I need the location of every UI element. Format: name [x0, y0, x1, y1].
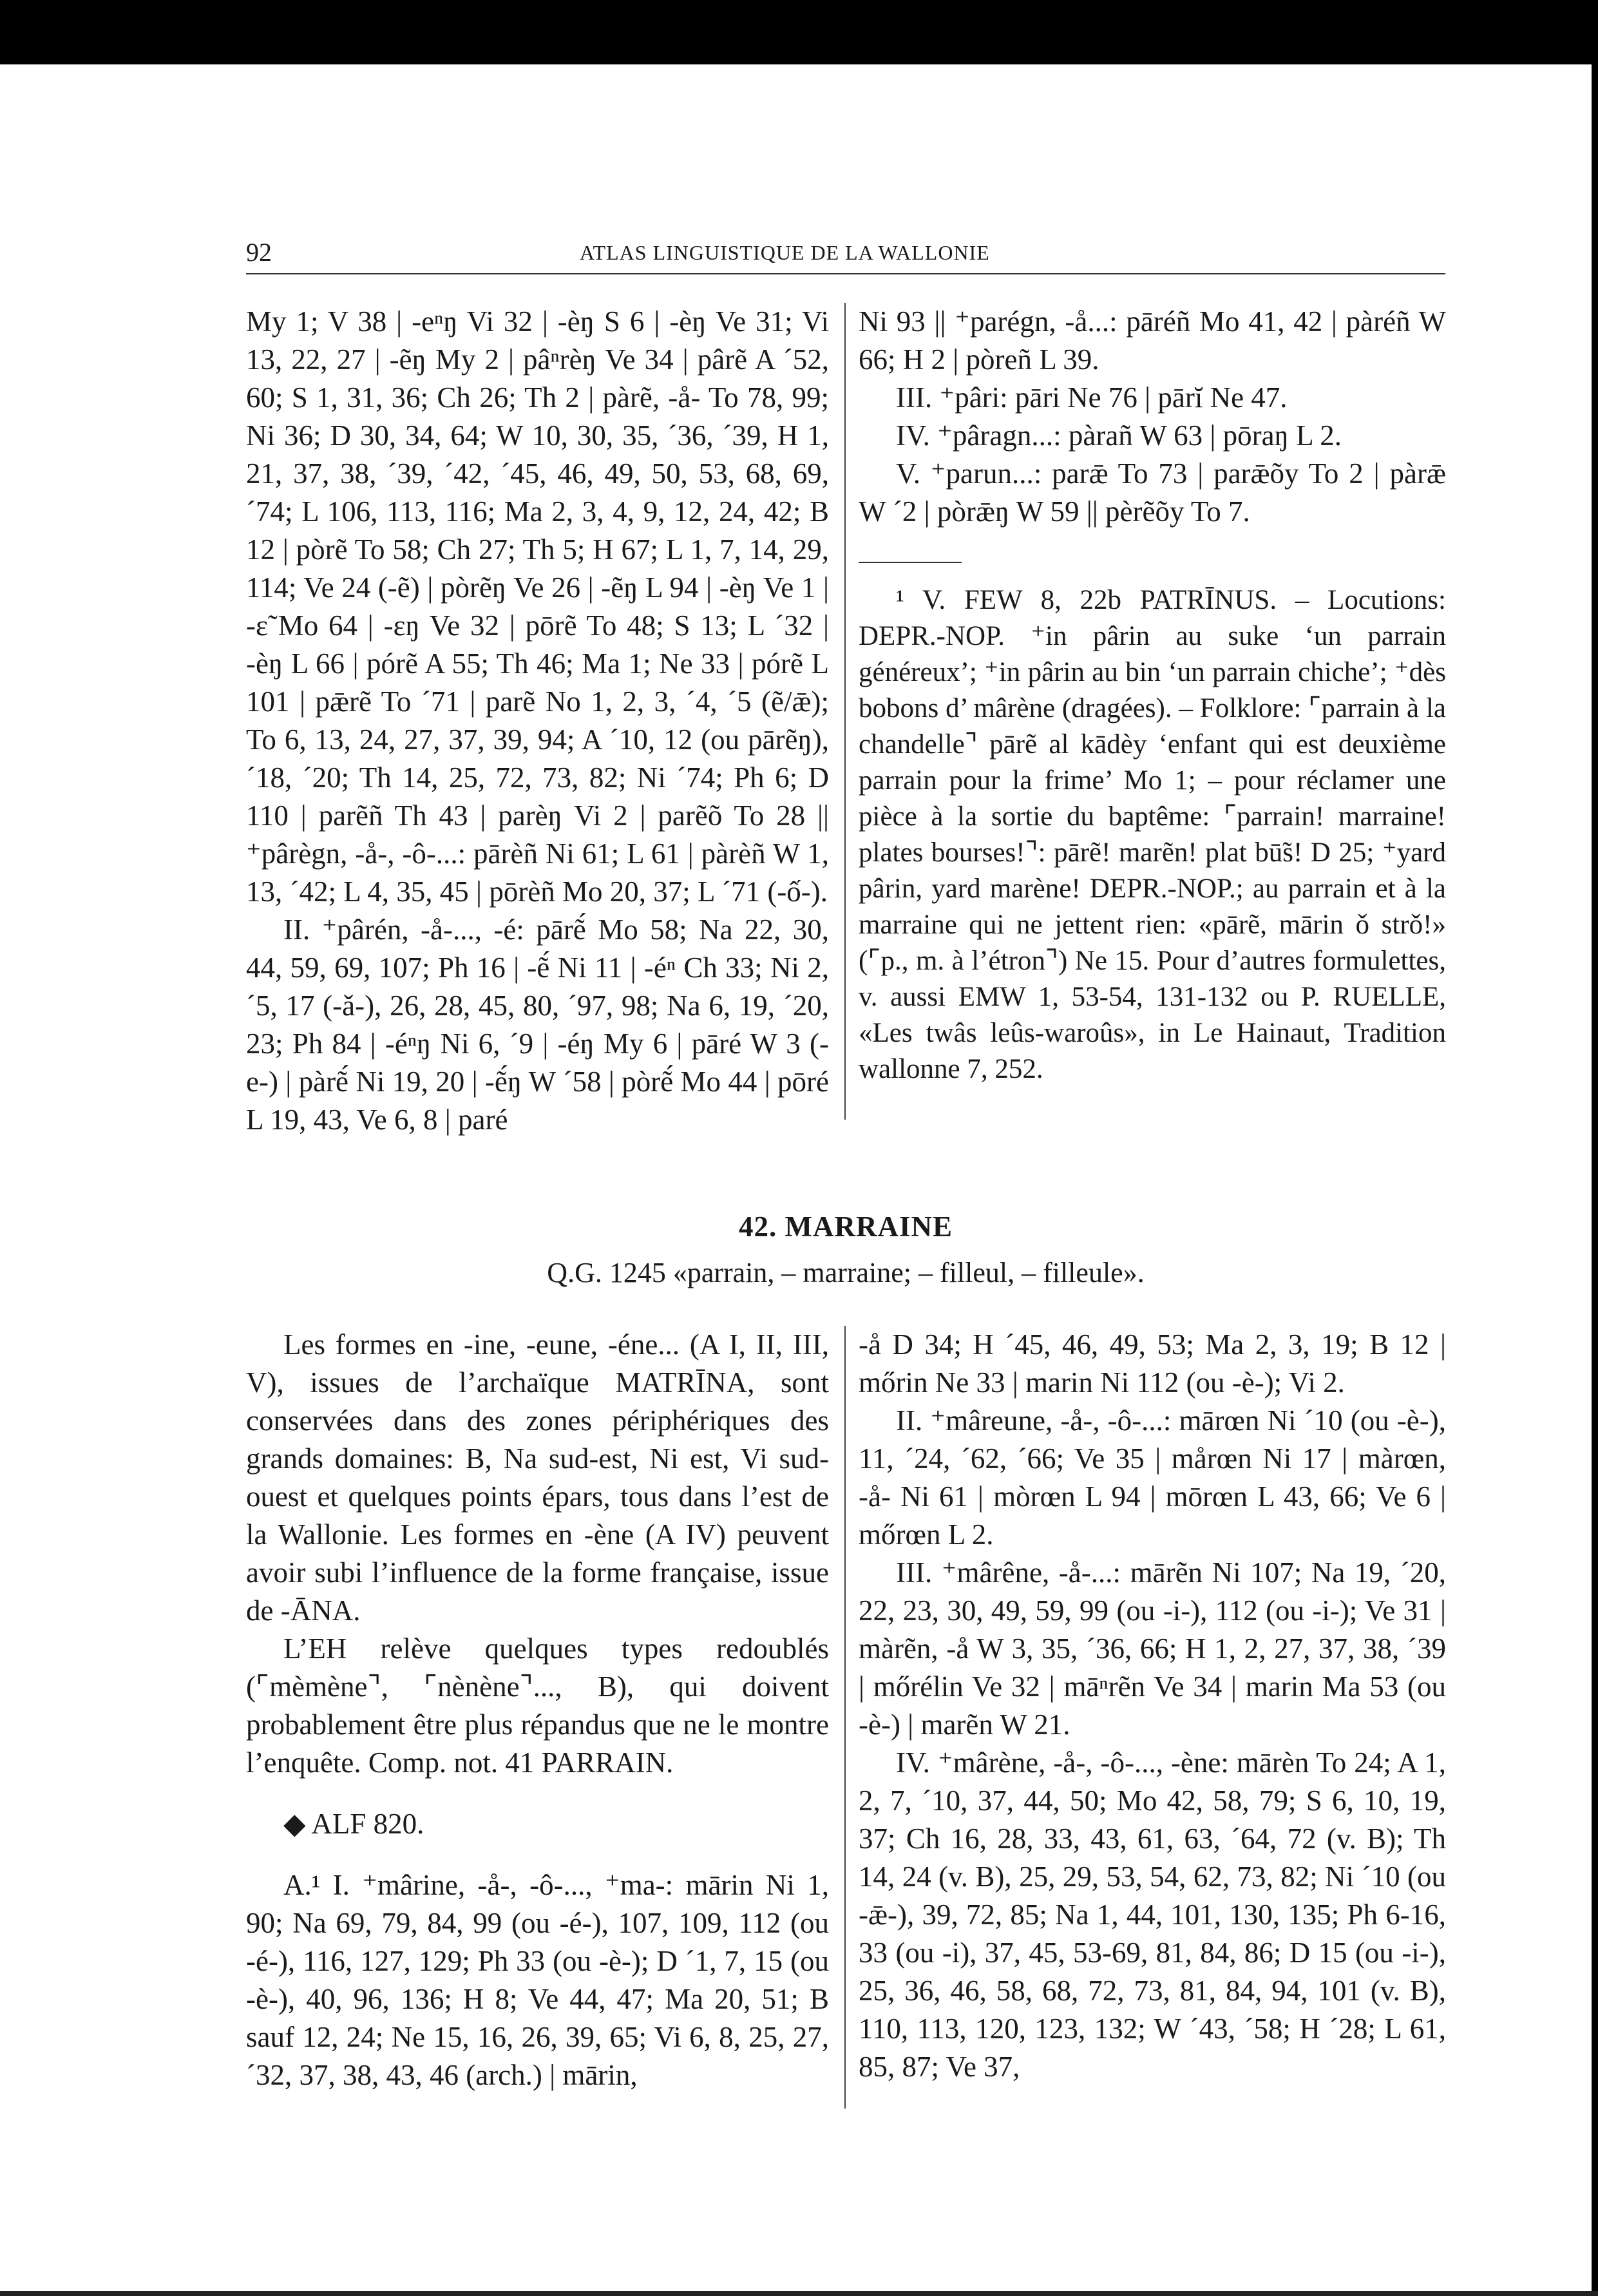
running-head: ATLAS LINGUISTIQUE DE LA WALLONIE — [580, 241, 990, 264]
paragraph-parrain-type-v: V. ⁺parun...: parǣ To 73 | parǣõy To 2 | pàrǣ W ´2 | pòrǣŋ W 59 || pèrẽõy To 7. — [859, 457, 1446, 528]
paragraph-eh: L’EH relève quelques types redoublés (⌜mèmène⌝, ⌜nènène⌝..., B), qui doivent probablement être plus répandus que ne le montre l’enquête. Comp. not. 41 PARRAIN. — [246, 1632, 829, 1779]
paragraph-parrain-type-ii: II. ⁺pârén, -å-..., -é: pārẽ́ Mo 58; Na 22, 30, 44, 59, 69, 107; Ph 16 | -ẽ́ Ni 11 | -éⁿ Ch 33; Ni 2, ´5, 17 (-ǎ-), 26, 28, 45, 80, ´97, 98; Na 6, 19, ´20, 23; Ph 84 | -éⁿŋ Ni 6, ´9 | -éŋ My 6 | pāré W 3 (-e-) | pàrẽ́ Ni 19, 20 | -ẽ́ŋ W ´58 | pòrẽ́ Mo 44 | pōré L 19, 43, Ve 6, 8 | paré — [246, 914, 829, 1136]
scan-top-border — [0, 0, 1598, 64]
column-divider-lower — [844, 1326, 846, 2109]
paragraph-marraine-type-iii: III. ⁺mârêne, -å-...: mārẽn Ni 107; Na 19, ´20, 22, 23, 30, 49, 59, 99 (ou -i-), 112 (ou -i-); Ve 31 | màrẽn, -å W 3, 35, ´36, 66; H 1, 2, 27, 37, 38, ´39 | mőrélin Ve 32 | māⁿrẽn Ve 34 | marin Ma 53 (ou -è-) | marẽn W 21. — [859, 1556, 1446, 1741]
lower-right-column — [859, 1326, 1446, 2086]
section-title: 42. MARRAINE — [739, 1210, 953, 1243]
column-divider-upper — [844, 303, 846, 1120]
upper-right-column — [859, 303, 1446, 1087]
scan-right-border — [1592, 0, 1598, 2296]
paragraph-marraine-type-ii: II. ⁺mâreune, -å-, -ô-...: mārœn Ni ´10 (ou -è-), 11, ´24, ´62, ´66; Ve 35 | mårœn Ni 17 | màrœn, -å- Ni 61 | mòrœn L 94 | mōrœn L 43, 66; Ve 6 | mőrœn L 2. — [859, 1404, 1446, 1551]
scan-bottom-border — [0, 2291, 1598, 2296]
page-number: 92 — [246, 238, 272, 267]
footnote-rule — [859, 562, 962, 563]
lower-left-column — [246, 1326, 829, 2094]
paragraph-marraine-continued: -å D 34; H ´45, 46, 49, 53; Ma 2, 3, 19; B 12 | mőrin Ne 33 | marin Ni 112 (ou -è-); Vi 2. — [859, 1328, 1446, 1399]
paragraph-intro: Les formes en -ine, -eune, -éne... (A I, II, III, V), issues de l’archaïque MATRĪNA, sont conservées dans des zones périphériques des grands domaines: B, Na sud-est, Ni est, Vi sud-ouest et quelques points épars, tous dans l’est de la Wallonie. Les formes en -ène (A IV) peuvent avoir subi l’influence de la forme française, issue de -ĀNA. — [246, 1328, 829, 1627]
section-subtitle: Q.G. 1245 «parrain, – marraine; – filleul, – filleule». — [547, 1257, 1145, 1288]
paragraph-parrain-continued: Ni 93 || ⁺parégn, -å...: pāréñ Mo 41, 42 | pàréñ W 66; H 2 | pòreñ L 39. — [859, 305, 1446, 376]
header-rule — [246, 273, 1445, 274]
alf-reference: ◆ ALF 820. — [283, 1808, 424, 1840]
paragraph-parrain-type-iii: III. ⁺pâri: pāri Ne 76 | pārĭ Ne 47. — [896, 381, 1288, 414]
paragraph-parrain-type-i: My 1; V 38 | -eⁿŋ Vi 32 | -èŋ S 6 | -èŋ Ve 31; Vi 13, 22, 27 | -ẽŋ My 2 | pâⁿrèŋ Ve 34 | pârẽ A ´52, 60; S 1, 31, 36; Ch 26; Th 2 | pàrẽ, -å- To 78, 99; Ni 36; D 30, 34, 64; W 10, 30, 35, ´36, ´39, H 1, 21, 37, 38, ´39, ´42, ´45, 46, 49, 50, 53, 68, 69, ´74; L 106, 113, 116; Ma 2, 3, 4, 9, 12, 24, 42; B 12 | pòrẽ To 58; Ch 27; Th 5; H 67; L 1, 7, 14, 29, 114; Ve 24 (-ẽ) | pòrẽŋ Ve 26 | -ẽŋ L 94 | -èŋ Ve 1 | -ɛ̃ Mo 64 | -ɛŋ Ve 32 | pōrẽ To 48; S 13; L ´32 | -èŋ L 66 | pórẽ A 55; Th 46; Ma 1; Ne 33 | pórẽ L 101 | pǣrẽ To ´71 | parẽ No 1, 2, 3, ´4, ´5 (ẽ/ǣ); To 6, 13, 24, 27, 37, 39, 94; A ´10, 12 (ou pārẽŋ), ´18, ´20; Th 14, 25, 72, 73, 82; Ni ´74; Ph 6; D 110 | parẽñ Th 43 | parèŋ Vi 2 | parẽõ To 28 || ⁺pârègn, -å-, -ô-...: pārèñ Ni 61; L 61 | pàrèñ W 1, 13, ´42; L 4, 35, 45 | pōrèñ Mo 20, 37; L ´71 (-ố-). — [246, 305, 829, 908]
paragraph-marraine-type-i: A.¹ I. ⁺mârine, -å-, -ô-..., ⁺ma-: mārin Ni 1, 90; Na 69, 79, 84, 99 (ou -é-), 107, 109, 112 (ou -é-), 116, 127, 129; Ph 33 (ou -è-); D ´1, 7, 15 (ou -è-), 40, 96, 136; H 8; Ve 44, 47; Ma 20, 51; B sauf 12, 24; Ne 15, 16, 26, 39, 65; Vi 6, 8, 25, 27, ´32, 37, 38, 43, 46 (arch.) | mārin, — [246, 1869, 829, 2091]
footnote-1: ¹ V. FEW 8, 22b PATRĪNUS. – Locutions: DEPR.-NOP. ⁺in pârin au suke ‘un parrain généreux’; ⁺in pârin au bin ‘un parrain chiche’; ⁺dès bobons d’ mârène (dragées). – Folklore: ⌜parrain à la chandelle⌝ pārẽ al kādèy ‘enfant qui est deuxième parrain pour la frime’ Mo 1; – pour réclamer une pièce à la sortie du baptême: ⌜parrain! marraine! plates bourses!⌝: pārẽ! marẽn! plat bū̃s! D 25; ⁺yard pârin, yard marène! DEPR.-NOP.; au parrain et à la marraine qui ne jettent rien: «pārẽ, mārin ǒ strǒ!» (⌜p., m. à l’étron⌝) Ne 15. Pour d’autres formulettes, v. aussi EMW 1, 53-54, 131-132 ou P. RUELLE, «Les twâs leûs-waroûs», in Le Hainaut, Tradition wallonne 7, 252. — [859, 585, 1446, 1084]
upper-left-column — [246, 303, 829, 1139]
paragraph-marraine-type-iv: IV. ⁺mârène, -å-, -ô-..., -ène: mārèn To 24; A 1, 2, 7, ´10, 37, 44, 50; Mo 42, 58, 79; S 6, 10, 19, 37; Ch 16, 28, 33, 43, 61, 63, ´64, 72 (v. B); Th 14, 24 (v. B), 25, 29, 53, 54, 62, 73, 82; Ni ´10 (ou -ǣ-), 39, 72, 85; Na 1, 44, 101, 130, 135; Ph 6-16, 33 (ou -i), 37, 45, 53-69, 81, 84, 86; D 15 (ou -i-), 25, 36, 46, 58, 68, 72, 73, 81, 84, 94, 101 (v. B), 110, 113, 120, 123, 132; W ´43, ´58; H ´28; L 61, 85, 87; Ve 37, — [859, 1746, 1446, 2083]
paragraph-parrain-type-iv: IV. ⁺pâragn...: pàrañ W 63 | pōraŋ L 2. — [896, 419, 1342, 452]
